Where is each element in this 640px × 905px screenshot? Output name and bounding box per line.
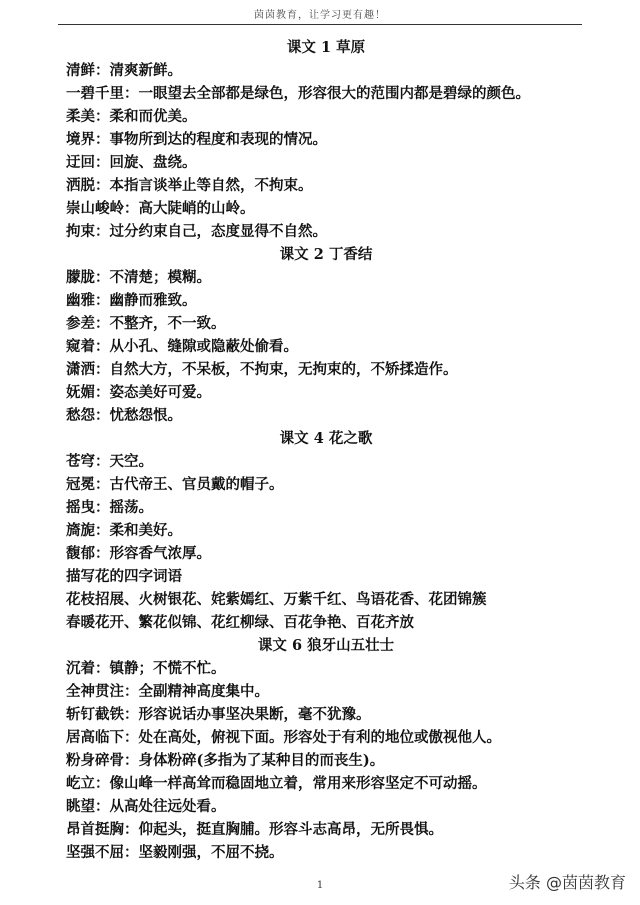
definition-line: 参差：不整齐，不一致。: [66, 315, 226, 332]
definition-line: 潇洒：自然大方，不呆板，不拘束，无拘束的，不矫揉造作。: [66, 361, 458, 378]
section-title-2: 课文 2 丁香结: [279, 246, 373, 263]
definition-line: 昂首挺胸：仰起头，挺直胸脯。形容斗志高昂，无所畏惧。: [66, 821, 443, 838]
watermark: 头条 @茵茵教育: [508, 873, 626, 892]
definition-line: 清鲜：清爽新鲜。: [66, 62, 182, 79]
definition-line: 洒脱：本指言谈举止等自然，不拘束。: [66, 177, 313, 194]
definition-line: 朦胧：不清楚；模糊。: [66, 269, 211, 286]
definition-line: 幽雅：幽静而雅致。: [66, 292, 197, 309]
definition-line: 冠冕：古代帝王、官员戴的帽子。: [66, 476, 284, 493]
section-title-6: 课文 6 狼牙山五壮士: [257, 637, 395, 654]
definition-line: 一碧千里：一眼望去全部都是绿色，形容很大的范围内都是碧绿的颜色。: [66, 85, 530, 102]
definition-line: 旖旎：柔和美好。: [66, 522, 182, 539]
document-body: [66, 36, 586, 864]
definition-line: 愁怨：忧愁怨恨。: [66, 407, 182, 424]
page-number: 1: [316, 880, 324, 891]
definition-line: 坚强不屈：坚毅刚强，不屈不挠。: [66, 844, 284, 861]
definition-line: 柔美：柔和而优美。: [66, 108, 197, 125]
definition-line: 拘束：过分约束自己，态度显得不自然。: [66, 223, 327, 240]
definition-line: 摇曳：摇荡。: [66, 499, 153, 516]
definition-line: 苍穹：天空。: [66, 453, 153, 470]
definition-line: 屹立：像山峰一样高耸而稳固地立着，常用来形容坚定不可动摇。: [66, 775, 487, 792]
definition-line: 斩钉截铁：形容说话办事坚决果断，毫不犹豫。: [66, 706, 371, 723]
definition-line: 迂回：回旋、盘绕。: [66, 154, 197, 171]
section-title-4: 课文 4 花之歌: [279, 430, 373, 447]
definition-line: 馥郁：形容香气浓厚。: [66, 545, 211, 562]
word-list-line: 花枝招展、火树银花、姹紫嫣红、万紫千红、鸟语花香、花团锦簇: [66, 591, 487, 608]
word-list-line: 春暖花开、繁花似锦、花红柳绿、百花争艳、百花齐放: [66, 614, 414, 631]
section-title-1: 课文 1 草原: [286, 39, 366, 56]
page-header: 茵茵教育，让学习更有趣！: [254, 10, 386, 21]
definition-line: 崇山峻岭：高大陡峭的山岭。: [66, 200, 255, 217]
definition-line: 妩媚：姿态美好可爱。: [66, 384, 211, 401]
definition-line: 沉着：镇静；不慌不忙。: [66, 660, 226, 677]
definition-line: 窥着：从小孔、缝隙或隐蔽处偷看。: [66, 338, 298, 355]
definition-line: 眺望：从高处往远处看。: [66, 798, 226, 815]
header-divider: [58, 24, 582, 25]
subheading-line: 描写花的四字词语: [66, 568, 182, 585]
definition-line: 境界：事物所到达的程度和表现的情况。: [66, 131, 327, 148]
definition-line: 全神贯注：全副精神高度集中。: [66, 683, 269, 700]
definition-line: 粉身碎骨：身体粉碎(多指为了某种目的而丧生)。: [66, 752, 385, 769]
definition-line: 居高临下：处在高处，俯视下面。形容处于有利的地位或傲视他人。: [66, 729, 501, 746]
